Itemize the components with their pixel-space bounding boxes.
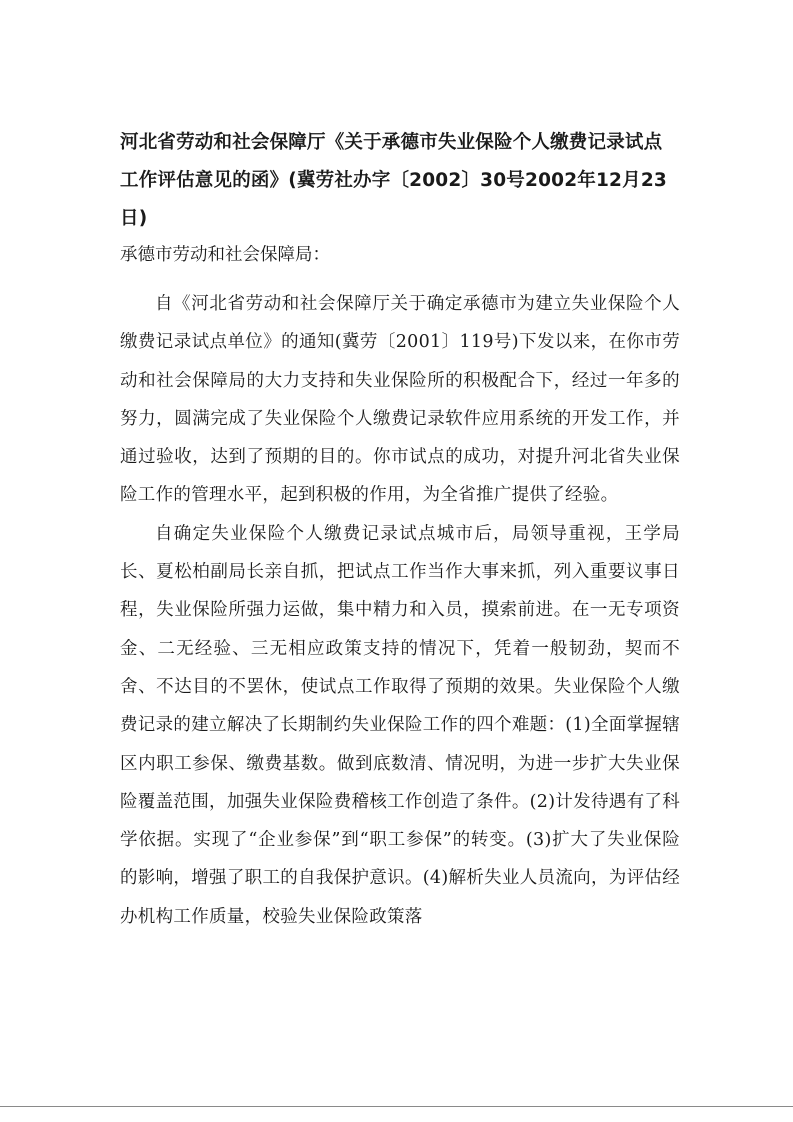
- document-body: [120, 285, 680, 936]
- page-bottom-divider: [0, 1106, 793, 1107]
- paragraph-2: 自确定失业保险个人缴费记录试点城市后，局领导重视，王学局长、夏松柏副局长亲自抓，把试点工作当作大事来抓，列入重要议事日程，失业保险所强力运做，集中精力和入员，摸索前进。在一无专项资金、二无经验、三无相应政策支持的情况下，凭着一般韧劲，契而不舍、不达目的不罢休，使试点工作取得了预期的效果。失业保险个人缴费记录的建立解决了长期制约失业保险工作的四个难题：(1)全面掌握辖区内职工参保、缴费基数。做到底数清、情况明，为进一步扩大失业保险覆盖范围，加强失业保险费稽核工作创造了条件。(2)计发待遇有了科学依据。实现了“企业参保”到“职工参保”的转变。(3)扩大了失业保险的影响，增强了职工的自我保护意识。(4)解析失业人员流向，为评估经办机构工作质量，校验失业保险政策落: [120, 523, 680, 927]
- document-title: 河北省劳动和社会保障厅《关于承德市失业保险个人缴费记录试点工作评估意见的函》(冀劳社办字〔2002〕30号2002年12月23日): [120, 132, 667, 229]
- salutation: 承德市劳动和社会保障局：: [120, 245, 330, 265]
- paragraph-1: 自《河北省劳动和社会保障厅关于确定承德市为建立失业保险个人缴费记录试点单位》的通知(冀劳〔2001〕119号)下发以来，在你市劳动和社会保障局的大力支持和失业保险所的积极配合下，经过一年多的努力，圆满完成了失业保险个人缴费记录软件应用系统的开发工作，并通过验收，达到了预期的目的。你市试点的成功，对提升河北省失业保险工作的管理水平，起到积极的作用，为全省推广提供了经验。: [120, 294, 680, 506]
